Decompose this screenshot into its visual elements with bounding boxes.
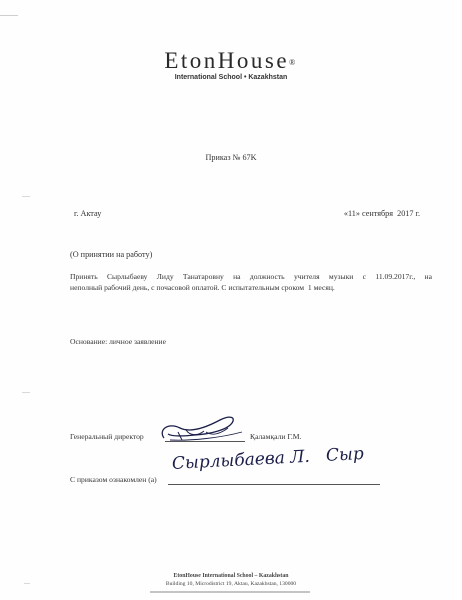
footer-company: EtonHouse International School – Kazakhstan [173,573,289,579]
order-body [70,271,432,293]
acquainted-label: С приказом ознакомлен (а) [70,475,157,484]
order-title: Приказ № 67K [205,153,257,162]
director-name: Қаламқали Г.М. [250,432,302,441]
order-basis: Основание: личное заявление [70,337,166,346]
director-signature-icon [150,410,250,446]
acquainted-signature-line [168,484,380,485]
scan-mark-top-left [0,15,18,16]
order-subject: (О принятии на работу) [70,250,153,259]
order-body-line-1: Принять Сырлыбаеву Лиду Танатаровну на должность учителя музыки с 11.09.2017г., на [70,272,432,281]
letterhead-logo [0,48,462,81]
director-label: Генеральный директор [70,432,144,441]
logo-subtitle: International School • Kazakhstan [174,74,288,81]
scan-mark-hole-2 [22,392,30,393]
order-date: «11» сентября 2017 г. [343,209,420,218]
logo-wordmark: EtonHouse® [164,48,298,73]
scan-mark-hole-1 [22,196,30,197]
order-body-line-2: неполный рабочий день, с почасовой оплатой. С испытательным сроком 1 месяц. [70,283,335,292]
footer-address: Building 10, Microdistrict 19, Aktau, Kazakhstan, 130000 [165,581,297,587]
order-city: г. Актау [74,209,102,218]
acquainted-handwritten-signature: Сырлыбаева Л. Сыр [171,443,365,474]
footer-cutoff-line [150,591,310,593]
